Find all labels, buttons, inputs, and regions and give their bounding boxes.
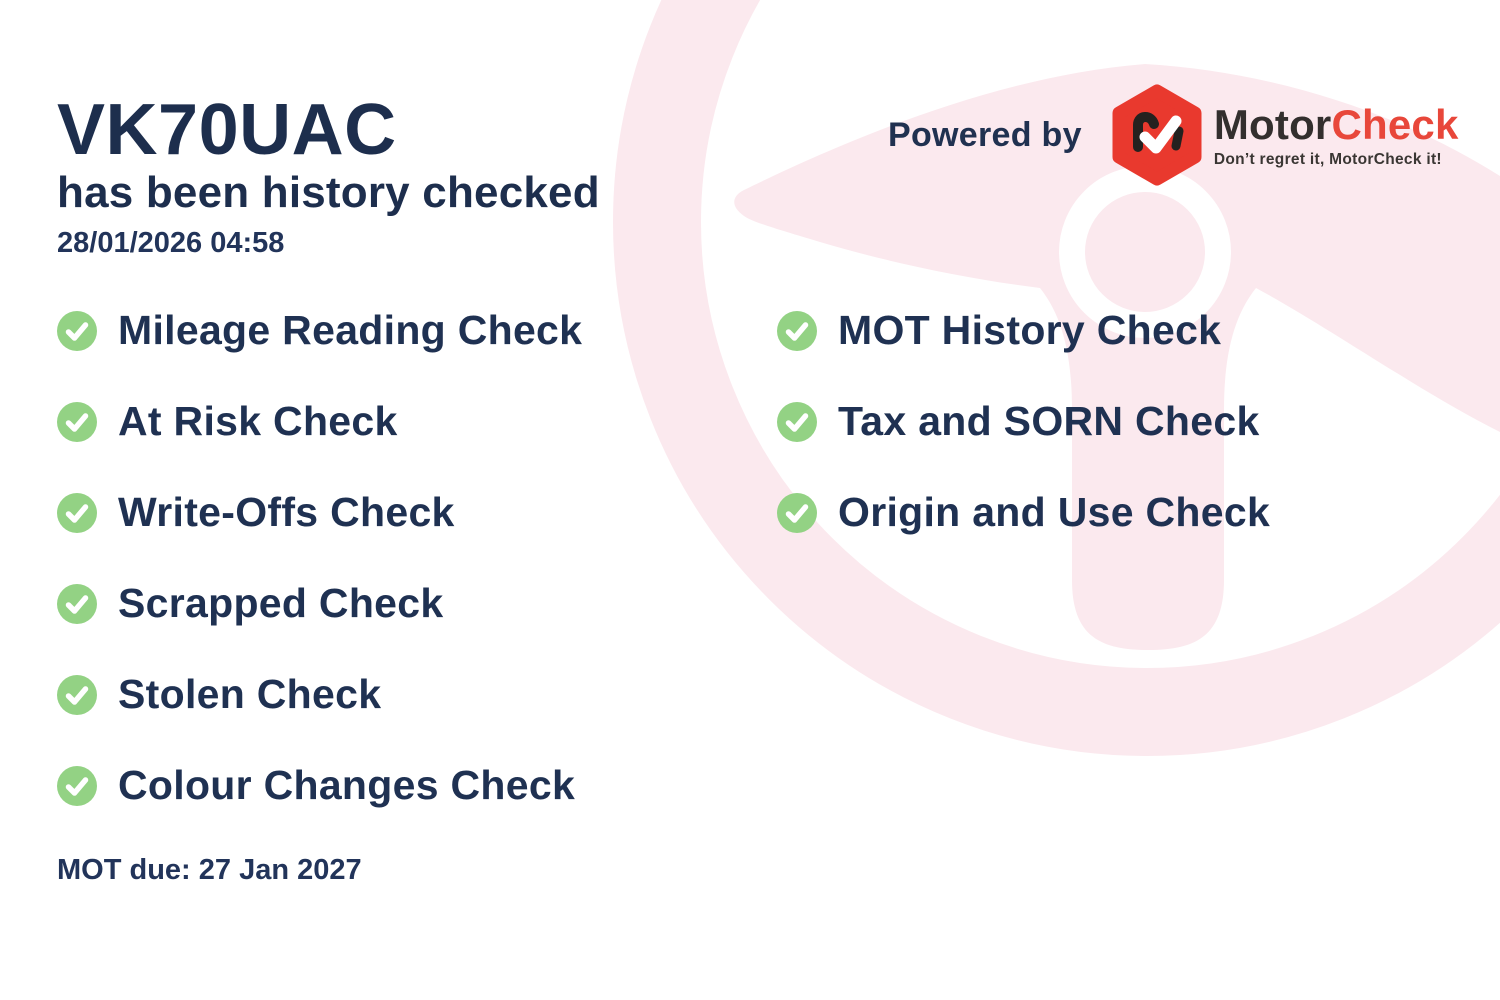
check-list-right <box>777 307 1271 583</box>
check-list-item <box>57 489 582 535</box>
check-item-label: Write-Offs Check <box>118 489 455 535</box>
check-list-item <box>57 580 582 626</box>
check-circle-icon <box>57 311 97 351</box>
check-circle-icon <box>57 402 97 442</box>
check-circle-icon <box>57 493 97 533</box>
powered-by-label: Powered by <box>888 115 1082 154</box>
check-circle-icon <box>57 584 97 624</box>
check-item-label: Scrapped Check <box>118 580 444 626</box>
brand-wordmark-block <box>1214 102 1459 169</box>
subtitle: has been history checked <box>57 168 600 217</box>
brand-name-motor: Motor <box>1213 100 1332 148</box>
check-list-item <box>57 398 582 444</box>
brand-row <box>888 84 1459 186</box>
check-item-label: MOT History Check <box>838 307 1222 353</box>
check-list-item <box>57 762 582 808</box>
check-item-label: Mileage Reading Check <box>118 307 583 353</box>
check-list-item <box>777 307 1270 353</box>
check-list-item <box>777 489 1271 535</box>
check-circle-icon <box>777 311 817 351</box>
registration-plate-title: VK70UAC <box>57 90 397 170</box>
brand-tagline: Don’t regret it, MotorCheck it! <box>1213 150 1442 168</box>
check-circle-icon <box>777 493 817 533</box>
check-item-label: Origin and Use Check <box>838 489 1271 535</box>
check-list-item <box>57 307 583 353</box>
check-circle-icon <box>777 402 817 442</box>
brand-wordmark <box>1214 102 1459 148</box>
check-circle-icon <box>57 675 97 715</box>
check-item-label: Stolen Check <box>118 671 382 717</box>
motorcheck-hexagon-icon <box>1110 84 1204 186</box>
check-item-label: At Risk Check <box>118 398 398 444</box>
check-item-label: Tax and SORN Check <box>838 398 1260 444</box>
check-list-item <box>777 398 1270 444</box>
check-item-label: Colour Changes Check <box>118 762 576 808</box>
timestamp: 28/01/2026 04:58 <box>57 227 285 259</box>
check-list-item <box>57 671 582 717</box>
check-list-left <box>57 307 583 856</box>
check-circle-icon <box>57 766 97 806</box>
mot-due-text: MOT due: 27 Jan 2027 <box>57 854 362 886</box>
brand-name-check: Check <box>1331 100 1459 148</box>
